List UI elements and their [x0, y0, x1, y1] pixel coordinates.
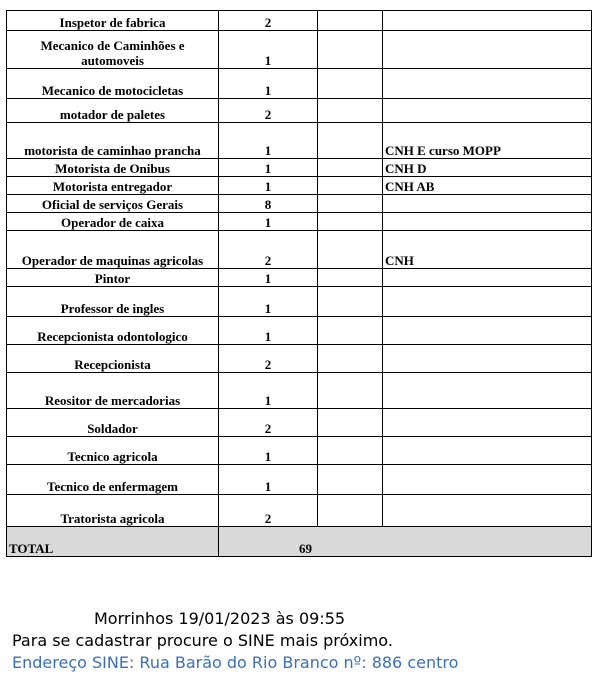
job-role-cell: Reositor de mercadorias: [7, 373, 219, 409]
table-row: [7, 287, 592, 317]
job-quantity-cell: 2: [219, 345, 318, 373]
job-role-cell: motorista de caminhao prancha: [7, 123, 219, 159]
total-value: 69: [219, 527, 592, 557]
date-line: Morrinhos 19/01/2023 às 09:55: [94, 609, 346, 628]
job-quantity-cell: 1: [219, 269, 318, 287]
empty-cell: [318, 213, 383, 231]
job-role-cell: Soldador: [7, 409, 219, 437]
footer: [12, 608, 458, 674]
empty-cell: [318, 159, 383, 177]
job-rows: [7, 11, 592, 527]
job-requirement-cell: [383, 495, 592, 527]
table-row: [7, 123, 592, 159]
job-requirement-cell: [383, 195, 592, 213]
job-quantity-cell: 2: [219, 231, 318, 269]
job-requirement-cell: [383, 287, 592, 317]
job-role-cell: Tecnico agricola: [7, 437, 219, 465]
job-role-cell: Motorista entregador: [7, 177, 219, 195]
empty-cell: [318, 287, 383, 317]
job-role-cell: Operador de caixa: [7, 213, 219, 231]
table-row: [7, 317, 592, 345]
job-quantity-cell: 1: [219, 213, 318, 231]
job-quantity-cell: 1: [219, 287, 318, 317]
empty-cell: [318, 437, 383, 465]
job-quantity-cell: 1: [219, 123, 318, 159]
total-row: [7, 527, 592, 557]
job-quantity-cell: 1: [219, 437, 318, 465]
table-row: [7, 465, 592, 495]
job-role-cell: Motorista de Onibus: [7, 159, 219, 177]
job-requirement-cell: [383, 317, 592, 345]
job-requirement-cell: [383, 465, 592, 495]
table-row: [7, 269, 592, 287]
job-requirement-cell: [383, 373, 592, 409]
empty-cell: [318, 31, 383, 69]
job-role-cell: Mecanico de motocicletas: [7, 69, 219, 99]
job-requirement-cell: [383, 437, 592, 465]
table-row: [7, 11, 592, 31]
job-quantity-cell: 1: [219, 31, 318, 69]
job-role-cell: Recepcionista odontologico: [7, 317, 219, 345]
table-row: [7, 99, 592, 123]
empty-cell: [318, 345, 383, 373]
empty-cell: [318, 231, 383, 269]
job-requirement-cell: CNH D: [383, 159, 592, 177]
job-requirement-cell: [383, 31, 592, 69]
job-role-cell: Recepcionista: [7, 345, 219, 373]
empty-cell: [318, 11, 383, 31]
table-row: [7, 373, 592, 409]
job-requirement-cell: [383, 269, 592, 287]
table-row: [7, 213, 592, 231]
table-row: [7, 437, 592, 465]
empty-cell: [318, 409, 383, 437]
empty-cell: [318, 495, 383, 527]
job-quantity-cell: 2: [219, 11, 318, 31]
empty-cell: [318, 465, 383, 495]
empty-cell: [318, 177, 383, 195]
total-label: TOTAL: [7, 527, 219, 557]
table-row: [7, 409, 592, 437]
job-quantity-cell: 2: [219, 495, 318, 527]
job-requirement-cell: CNH: [383, 231, 592, 269]
empty-cell: [318, 99, 383, 123]
job-requirement-cell: [383, 409, 592, 437]
job-role-cell: Professor de ingles: [7, 287, 219, 317]
table-row: [7, 345, 592, 373]
table-row: [7, 495, 592, 527]
job-quantity-cell: 2: [219, 99, 318, 123]
empty-cell: [318, 123, 383, 159]
empty-cell: [318, 373, 383, 409]
job-requirement-cell: [383, 69, 592, 99]
table-row: [7, 177, 592, 195]
table-row: [7, 195, 592, 213]
job-quantity-cell: 1: [219, 177, 318, 195]
job-role-cell: Pintor: [7, 269, 219, 287]
address-line[interactable]: Endereço SINE: Rua Barão do Rio Branco nº: 886 centro: [12, 653, 459, 672]
job-quantity-cell: 8: [219, 195, 318, 213]
job-quantity-cell: 2: [219, 409, 318, 437]
table-row: [7, 231, 592, 269]
job-role-cell: Oficial de serviços Gerais: [7, 195, 219, 213]
job-requirement-cell: [383, 345, 592, 373]
job-requirement-cell: CNH E curso MOPP: [383, 123, 592, 159]
job-role-cell: motador de paletes: [7, 99, 219, 123]
job-quantity-cell: 1: [219, 159, 318, 177]
table-row: [7, 159, 592, 177]
table-row: [7, 69, 592, 99]
empty-cell: [318, 195, 383, 213]
job-role-cell: Operador de maquinas agricolas: [7, 231, 219, 269]
empty-cell: [318, 269, 383, 287]
job-quantity-cell: 1: [219, 465, 318, 495]
job-role-cell: Inspetor de fabrica: [7, 11, 219, 31]
job-role-cell: Tratorista agricola: [7, 495, 219, 527]
empty-cell: [318, 69, 383, 99]
job-requirement-cell: CNH AB: [383, 177, 592, 195]
register-line: Para se cadastrar procure o SINE mais próximo.: [12, 631, 393, 650]
job-requirement-cell: [383, 99, 592, 123]
job-openings-table: [6, 10, 592, 557]
empty-cell: [318, 317, 383, 345]
job-role-cell: Mecanico de Caminhões e automoveis: [7, 31, 219, 69]
job-requirement-cell: [383, 213, 592, 231]
job-quantity-cell: 1: [219, 317, 318, 345]
job-requirement-cell: [383, 11, 592, 31]
job-role-cell: Tecnico de enfermagem: [7, 465, 219, 495]
table-row: [7, 31, 592, 69]
job-quantity-cell: 1: [219, 373, 318, 409]
job-quantity-cell: 1: [219, 69, 318, 99]
